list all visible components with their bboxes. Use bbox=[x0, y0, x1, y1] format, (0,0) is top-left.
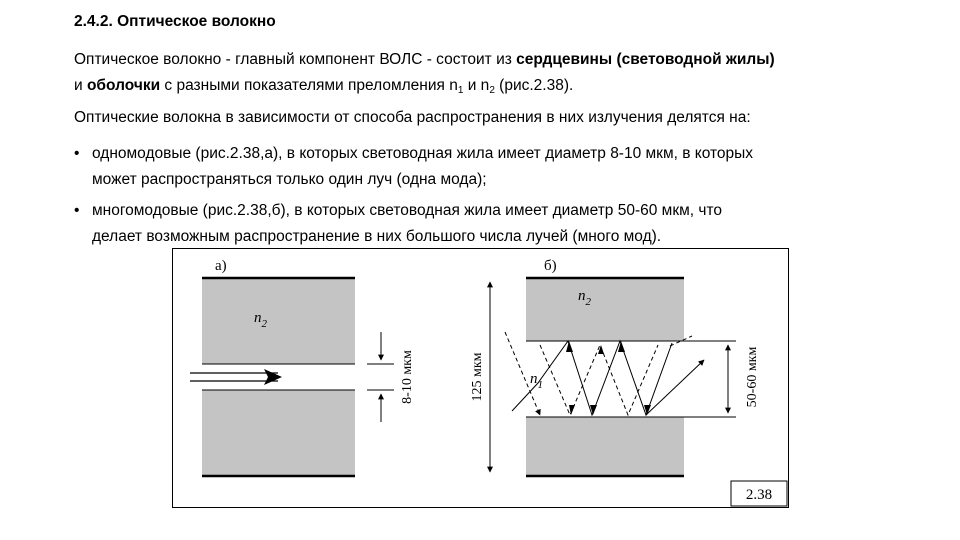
fiber-diagram bbox=[172, 248, 789, 508]
n1-label-b: $n_1$ bbox=[530, 371, 543, 391]
cladding-b-top bbox=[526, 278, 684, 341]
n2-label-b: $n_2$ bbox=[578, 288, 591, 308]
label-b: б) bbox=[544, 258, 557, 274]
bullet-dot: • bbox=[74, 145, 80, 162]
label-a: а) bbox=[215, 258, 227, 274]
cladding-b-bottom bbox=[526, 417, 684, 476]
paragraph-fiber-structure bbox=[74, 47, 775, 99]
p1-text-3: с разными показателями преломления n bbox=[160, 77, 458, 94]
p1-text-5: (рис.2.38). bbox=[494, 77, 574, 94]
cladding-a-bottom bbox=[202, 390, 355, 476]
fiber-figure bbox=[172, 248, 789, 508]
p1-sub-2: 2 bbox=[489, 85, 495, 96]
cladding-a-top bbox=[202, 278, 355, 364]
p1-text-1: Оптическое волокно - главный компонент ВОЛС - состоит из bbox=[74, 51, 517, 68]
dim-outer-label: 125 мкм bbox=[470, 352, 485, 402]
bullet-text bbox=[92, 141, 753, 193]
n2-label-a: $n_2$ bbox=[254, 310, 267, 330]
p1-text-2: и bbox=[74, 77, 87, 94]
figure-number: 2.38 bbox=[745, 487, 773, 503]
bullet-text bbox=[92, 198, 722, 250]
bullet-line-2: может распространяться только один луч (одна мода); bbox=[92, 171, 487, 188]
bullet-line-1: одномодовые (рис.2.38,а), в которых световодная жила имеет диаметр 8-10 мкм, в которых bbox=[92, 145, 754, 162]
bullet-dot: • bbox=[74, 202, 80, 219]
bullet-line-2: делает возможным распространение в них большого числа лучей (много мод). bbox=[92, 228, 662, 245]
dim-a-label: 8-10 мкм bbox=[400, 350, 415, 404]
dim-b-label: 50-60 мкм bbox=[745, 346, 760, 408]
section-heading: 2.4.2. Оптическое волокно bbox=[74, 13, 276, 30]
p1-bold-core: сердцевины (световодной жилы) bbox=[516, 51, 775, 68]
paragraph-fiber-types: Оптические волокна в зависимости от способа распространения в них излучения делятся на: bbox=[74, 109, 751, 126]
p1-sub-1: 1 bbox=[457, 85, 464, 96]
bullet-line-1: многомодовые (рис.2.38,б), в которых световодная жила имеет диаметр 50-60 мкм, что bbox=[92, 202, 722, 219]
p1-bold-cladding: оболочки bbox=[86, 77, 161, 94]
p1-text-4: и n bbox=[463, 77, 490, 94]
